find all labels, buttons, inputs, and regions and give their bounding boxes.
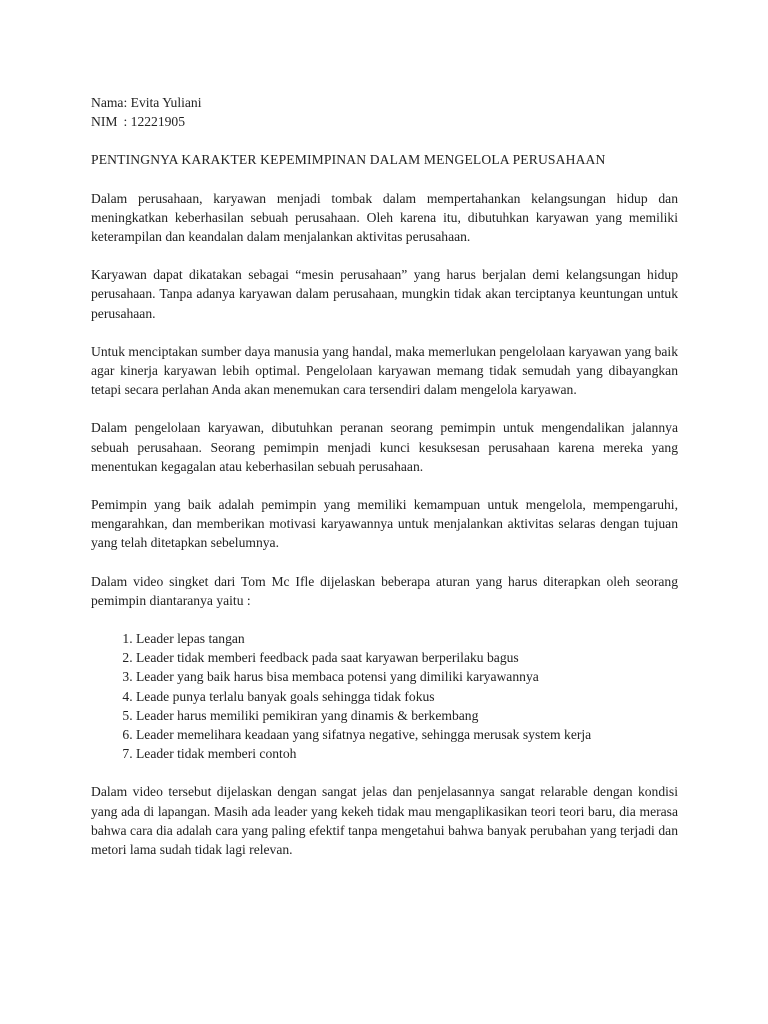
leader-rules-list (91, 629, 678, 763)
list-item: 3. Leader yang baik harus bisa membaca potensi yang dimiliki karyawannya (136, 667, 678, 686)
name-label: Nama (91, 95, 124, 110)
nim-row (91, 112, 206, 131)
paragraph-1: Dalam perusahaan, karyawan menjadi tombak dalam mempertahankan kelangsungan hidup dan meningkatkan keberhasilan sebuah perusahaan. Oleh karena itu, dibutuhkan karyawan yang memiliki keterampilan dan keandalan dalam menjalankan aktivitas perusahaan. (91, 190, 678, 245)
student-info (91, 93, 206, 131)
closing-paragraph: Dalam video tersebut dijelaskan dengan sangat jelas dan penjelasannya sangat relarable dengan kondisi yang ada di lapangan. Masih ada leader yang kekeh tidak mau mengaplikasikan teori teori baru, dia merasa bahwa cara dia adalah cara yang paling efektif tanpa mengetahui bahwa banyak perubahan yang terjadi dan metori lama sudah tidak lagi relevan. (91, 784, 678, 858)
list-item: 7. Leader tidak memberi contoh (136, 744, 678, 763)
paragraph-2: Karyawan dapat dikatakan sebagai “mesin perusahaan” yang harus berjalan demi kelangsungan hidup perusahaan. Tanpa adanya karyawan dalam perusahaan, mungkin tidak akan terciptanya keuntungan untuk perusahaan. (91, 267, 678, 321)
nim-label: NIM (91, 114, 118, 130)
document-title: PENTINGNYA KARAKTER KEPEMIMPINAN DALAM MENGELOLA PERUSAHAAN (91, 152, 606, 168)
list-item: 4. Leade punya terlalu banyak goals sehingga tidak fokus (136, 687, 678, 706)
list-item: 2. Leader tidak memberi feedback pada saat karyawan berperilaku bagus (136, 648, 678, 667)
paragraph-6: Dalam video singket dari Tom Mc Ifle dijelaskan beberapa aturan yang harus diterapkan oleh seorang pemimpin diantaranya yaitu : (91, 573, 678, 608)
list-item: 5. Leader harus memiliki pemikiran yang dinamis & berkembang (136, 706, 678, 725)
document-page (91, 93, 678, 859)
list-item: 6. Leader memelihara keadaan yang sifatnya negative, sehingga merusak system kerja (136, 725, 678, 744)
list-item: 1. Leader lepas tangan (136, 629, 678, 648)
paragraph-4: Dalam pengelolaan karyawan, dibutuhkan peranan seorang pemimpin untuk mengendalikan jalannya sebuah perusahaan. Seorang pemimpin menjadi kunci kesuksesan perusahaan karena mereka yang menentukan kegagalan atau keberhasilan sebuah perusahaan. (91, 420, 678, 474)
paragraph-5: Pemimpin yang baik adalah pemimpin yang memiliki kemampuan untuk mengelola, mempengaruhi, mengarahkan, dan memberikan motivasi karyawannya untuk menjalankan aktivitas selaras dengan tujuan yang telah ditetapkan sebelumnya. (91, 497, 678, 551)
name-value: : Evita Yuliani (123, 95, 202, 110)
paragraph-3: Untuk menciptakan sumber daya manusia yang handal, maka memerlukan pengelolaan karyawan yang baik agar kinerja karyawan lebih optimal. Pengelolaan karyawan memang tidak semudah yang dibayangkan tetapi secara perlahan Anda akan menemukan cara tersendiri dalam mengelola karyawan. (91, 343, 678, 398)
nim-value: : 12221905 (123, 114, 186, 130)
name-row (91, 93, 206, 112)
